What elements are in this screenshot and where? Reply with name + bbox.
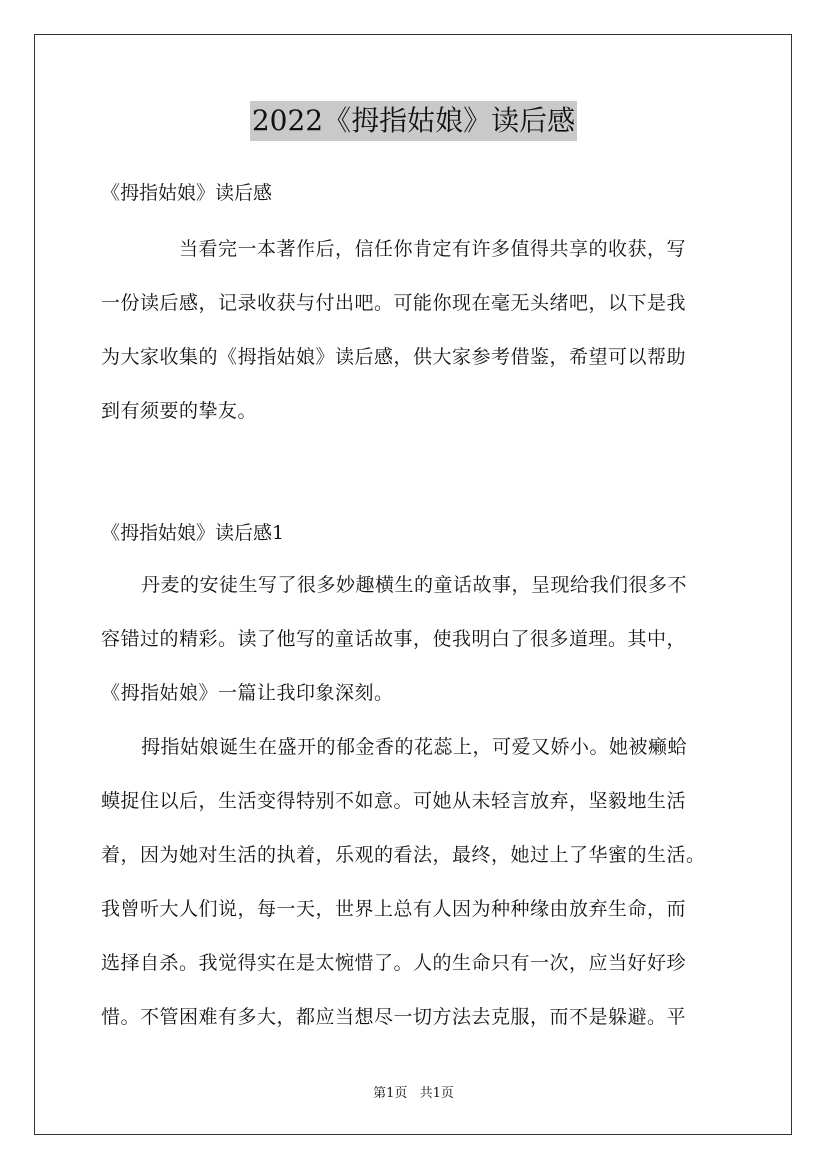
page-total: 共1页	[419, 1086, 454, 1101]
paragraph-line: 选择自杀。我觉得实在是太惋惜了。人的生命只有一次，应当好好珍	[101, 952, 687, 974]
intro-line: 当看完一本著作后，信任你肯定有许多值得共享的收获，写	[179, 238, 687, 260]
intro-line: 一份读后感，记录收获与付出吧。可能你现在毫无头绪吧，以下是我	[101, 292, 687, 314]
intro-line: 到有须要的挚友。	[101, 400, 258, 422]
paragraph-line: 拇指姑娘诞生在盛开的郁金香的花蕊上，可爱又娇小。她被癞蛤	[141, 736, 688, 758]
page-number: 第1页	[373, 1086, 408, 1101]
paragraph-line: 着，因为她对生活的执着，乐观的看法，最终，她过上了华蜜的生活。	[101, 844, 706, 866]
document-title: 2022《拇指姑娘》读后感	[250, 101, 577, 141]
title-container	[0, 101, 827, 141]
paragraph-line: 惜。不管困难有多大，都应当想尽一切方法去克服，而不是躲避。平	[101, 1006, 687, 1028]
paragraph-line: 蟆捉住以后，生活变得特别不如意。可她从未轻言放弃，坚毅地生活	[101, 790, 687, 812]
document-body	[101, 173, 729, 1051]
section-heading-1: 《拇指姑娘》读后感1	[101, 522, 285, 544]
paragraph-line: 我曾听大人们说，每一天，世界上总有人因为种种缘由放弃生命，而	[101, 898, 687, 920]
paragraph-line: 丹麦的安徒生写了很多妙趣横生的童话故事，呈现给我们很多不	[141, 574, 688, 596]
paragraph-line: 《拇指姑娘》一篇让我印象深刻。	[101, 682, 394, 704]
page-footer	[0, 1082, 827, 1101]
intro-line: 为大家收集的《拇指姑娘》读后感，供大家参考借鉴，希望可以帮助	[101, 346, 687, 368]
section-heading-main: 《拇指姑娘》读后感	[101, 182, 273, 204]
paragraph-line: 容错过的精彩。读了他写的童话故事，使我明白了很多道理。其中，	[101, 628, 687, 650]
